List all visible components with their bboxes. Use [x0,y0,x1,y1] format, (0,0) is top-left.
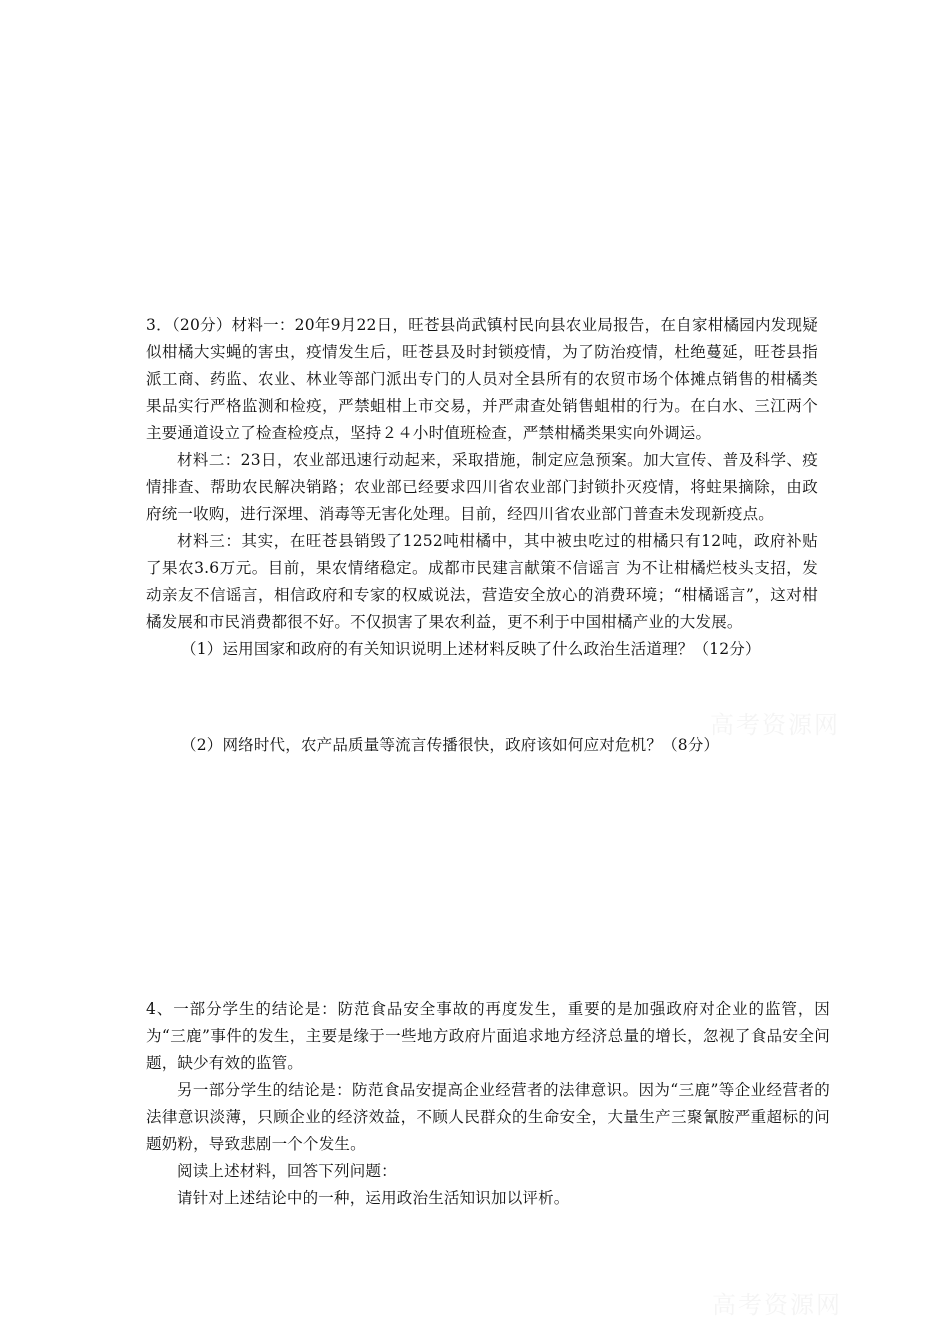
question-3 [146,312,818,759]
watermark-logo: 高考资源网 [712,1291,842,1319]
question-3-material-1: 3．（20分）材料一：20年9月22日，旺苍县尚武镇村民向县农业局报告，在自家柑橘园内发现疑似柑橘大实蝇的害虫，疫情发生后，旺苍县及时封锁疫情，为了防治疫情，杜绝蔓延，旺苍县指派工商、药监、农业、林业等部门派出专门的人员对全县所有的农贸市场个体摊点销售的柑橘类果品实行严格监测和检疫，严禁蛆柑上市交易，并严肃查处销售蛆柑的行为。在白水、三江两个主要通道设立了检查检疫点，坚持２４小时值班检查，严禁柑橘类果实向外调运。 [146,316,818,442]
watermark-logo: 高考资源网 [710,711,840,739]
question-4-paragraph-4: 请针对上述结论中的一种，运用政治生活知识加以评析。 [177,1189,570,1207]
question-3-material-3: 材料三：其实，在旺苍县销毁了1252吨柑橘中，其中被虫吃过的柑橘只有12吨，政府补贴了果农3.6万元。目前，果农情绪稳定。成都市民建言献策不信谣言 为不让柑橘烂枝头支招，发动亲友不信谣言，相信政府和专家的权威说法，营造安全放心的消费环境；“柑橘谣言”，这对柑橘发展和市民消费都很不好。不仅损害了果农利益，更不利于中国柑橘产业的大发展。 [146,532,818,631]
question-3-material-2: 材料二：23日，农业部迅速行动起来，采取措施，制定应急预案。加大宣传、普及科学、疫情排查、帮助农民解决销路；农业部已经要求四川省农业部门封锁扑灭疫情，将蛀果摘除，由政府统一收购，进行深埋、消毒等无害化处理。目前，经四川省农业部门普查未发现新疫点。 [146,451,818,523]
question-4-paragraph-2: 另一部分学生的结论是：防范食品安提高企业经营者的法律意识。因为“三鹿”等企业经营者的法律意识淡薄，只顾企业的经济效益，不顾人民群众的生命安全，大量生产三聚氰胺严重超标的问题奶粉，导致悲剧一个个发生。 [146,1081,830,1153]
question-3-subquestion-2: （2）网络时代，农产品质量等流言传播很快，政府该如何应对危机？（8分） [181,736,720,754]
question-3-subquestion-1: （1）运用国家和政府的有关知识说明上述材料反映了什么政治生活道理？（12分） [181,640,761,658]
question-4-paragraph-1: 4、一部分学生的结论是：防范食品安全事故的再度发生，重要的是加强政府对企业的监管，因为“三鹿”事件的发生，主要是缘于一些地方政府片面追求地方经济总量的增长，忽视了食品安全问题，缺少有效的监管。 [146,1000,830,1072]
question-4 [146,996,830,1212]
question-4-paragraph-3: 阅读上述材料，回答下列问题： [177,1162,397,1180]
